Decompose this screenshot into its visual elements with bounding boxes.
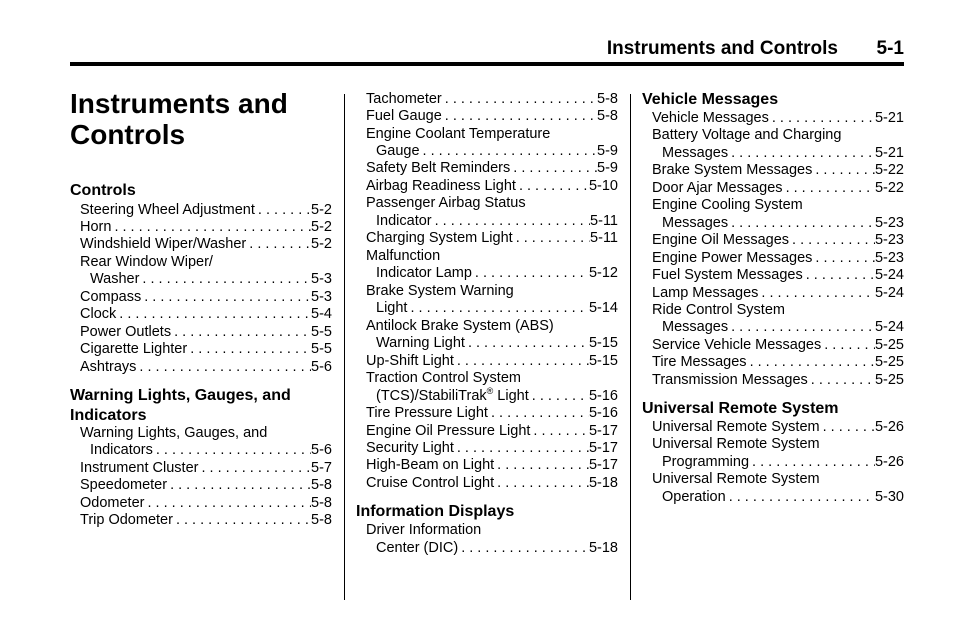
toc-entry[interactable]: Service Vehicle Messages . . . 5-25	[652, 337, 904, 354]
toc-entry[interactable]: Trip Odometer . . . 5-8	[80, 512, 332, 529]
column-divider	[344, 94, 345, 600]
toc-entry-line[interactable]: Universal Remote System	[652, 436, 820, 452]
toc-entry[interactable]: Power Outlets . . . 5-5	[80, 324, 332, 341]
toc-entry-line[interactable]: Engine Coolant Temperature	[366, 126, 551, 142]
toc-entry[interactable]: Instrument Cluster . . . 5-7	[80, 460, 332, 477]
section-heading: Indicators	[70, 407, 147, 424]
toc-entry[interactable]: Vehicle Messages . . . 5-21	[652, 110, 904, 127]
toc-entry[interactable]: Ashtrays . . . 5-6	[80, 359, 332, 376]
toc-entry-line[interactable]: Battery Voltage and Charging	[652, 127, 842, 143]
toc-entry[interactable]: Tire Messages . . . 5-25	[652, 354, 904, 371]
toc-entry[interactable]: Messages . . . 5-21	[662, 145, 904, 162]
toc-entry[interactable]: Light . . . 5-14	[376, 300, 618, 317]
toc-entry[interactable]: Indicators . . . 5-6	[90, 442, 332, 459]
toc-entry[interactable]: Door Ajar Messages . . . 5-22	[652, 180, 904, 197]
toc-entry[interactable]: Security Light . . . 5-17	[366, 440, 618, 457]
toc-entry-line[interactable]: Universal Remote System	[652, 471, 820, 487]
toc-entry-line[interactable]: Ride Control System	[652, 302, 785, 318]
toc-entry-line[interactable]: Antilock Brake System (ABS)	[366, 318, 554, 334]
header-rule	[70, 62, 904, 66]
toc-entry[interactable]: Charging System Light . . . 5-11	[366, 230, 618, 247]
toc-entry[interactable]: Brake System Messages . . . 5-22	[652, 162, 904, 179]
toc-entry[interactable]: Operation . . . 5-30	[662, 489, 904, 506]
registered-mark: ®	[486, 386, 494, 397]
toc-entry[interactable]: Engine Oil Pressure Light . . . 5-17	[366, 423, 618, 440]
toc-entry[interactable]: Compass . . . 5-3	[80, 289, 332, 306]
toc-entry[interactable]: Steering Wheel Adjustment . . . 5-2	[80, 202, 332, 219]
toc-entry[interactable]: Fuel Gauge . . . 5-8	[366, 108, 618, 125]
toc-entry[interactable]: Cruise Control Light . . . 5-18	[366, 475, 618, 492]
toc-entry[interactable]: Programming . . . 5-26	[662, 454, 904, 471]
toc-entry[interactable]: Washer . . . 5-3	[90, 271, 332, 288]
toc-entry[interactable]: Warning Light . . . 5-15	[376, 335, 618, 352]
toc-entry-line[interactable]: Traction Control System	[366, 370, 521, 386]
toc-entry-line[interactable]: Driver Information	[366, 522, 482, 538]
toc-entry[interactable]: Engine Oil Messages . . . 5-23	[652, 232, 904, 249]
toc-entry[interactable]: Clock . . . 5-4	[80, 306, 332, 323]
toc-entry-line[interactable]: Brake System Warning	[366, 283, 514, 299]
toc-entry[interactable]: Airbag Readiness Light . . . 5-10	[366, 178, 618, 195]
section-heading: Information Displays	[356, 503, 515, 520]
page-number: 5-1	[876, 38, 904, 59]
toc-entry[interactable]: Indicator Lamp . . . 5-12	[376, 265, 618, 282]
toc-entry[interactable]: Lamp Messages . . . 5-24	[652, 285, 904, 302]
toc-entry[interactable]: Odometer . . . 5-8	[80, 495, 332, 512]
toc-entry[interactable]: Cigarette Lighter . . . 5-5	[80, 341, 332, 358]
running-header	[70, 38, 904, 60]
toc-entry-line[interactable]: Rear Window Wiper/	[80, 254, 213, 270]
toc-entry[interactable]: Fuel System Messages . . . 5-24	[652, 267, 904, 284]
toc-entry-line[interactable]: Engine Cooling System	[652, 197, 803, 213]
toc-entry[interactable]: Horn . . . 5-2	[80, 219, 332, 236]
toc-entry-line[interactable]: Malfunction	[366, 248, 441, 264]
toc-entry[interactable]: Center (DIC) . . . 5-18	[376, 540, 618, 557]
toc-entry[interactable]: Safety Belt Reminders . . . 5-9	[366, 160, 618, 177]
running-header-title: Instruments and Controls	[606, 38, 838, 59]
toc-entry[interactable]: Engine Power Messages . . . 5-23	[652, 250, 904, 267]
toc-entry[interactable]: Gauge . . . 5-9	[376, 143, 618, 160]
toc-entry[interactable]: Universal Remote System . . . 5-26	[652, 419, 904, 436]
section-heading: Warning Lights, Gauges, and	[70, 387, 291, 404]
toc-entry[interactable]: Tire Pressure Light . . . 5-16	[366, 405, 618, 422]
section-heading: Universal Remote System	[642, 400, 839, 417]
toc-entry[interactable]: High-Beam on Light . . . 5-17	[366, 457, 618, 474]
toc-entry[interactable]: Up-Shift Light . . . 5-15	[366, 353, 618, 370]
section-heading: Controls	[70, 182, 136, 199]
toc-entry[interactable]: (TCS)/StabiliTrak® Light . . . 5-16	[376, 388, 618, 405]
toc-entry[interactable]: Speedometer . . . 5-8	[80, 477, 332, 494]
toc-entry-line[interactable]: Passenger Airbag Status	[366, 195, 526, 211]
toc-entry[interactable]: Transmission Messages . . . 5-25	[652, 372, 904, 389]
toc-entry[interactable]: Indicator . . . 5-11	[376, 213, 618, 230]
chapter-title: Instruments and Controls	[70, 88, 288, 150]
column-divider	[630, 94, 631, 600]
toc-entry[interactable]: Messages . . . 5-23	[662, 215, 904, 232]
toc-entry[interactable]: Windshield Wiper/Washer . . . 5-2	[80, 236, 332, 253]
toc-entry[interactable]: Tachometer . . . 5-8	[366, 91, 618, 108]
toc-entry[interactable]: Messages . . . 5-24	[662, 319, 904, 336]
toc-entry-line[interactable]: Warning Lights, Gauges, and	[80, 425, 268, 441]
section-heading: Vehicle Messages	[642, 91, 779, 108]
